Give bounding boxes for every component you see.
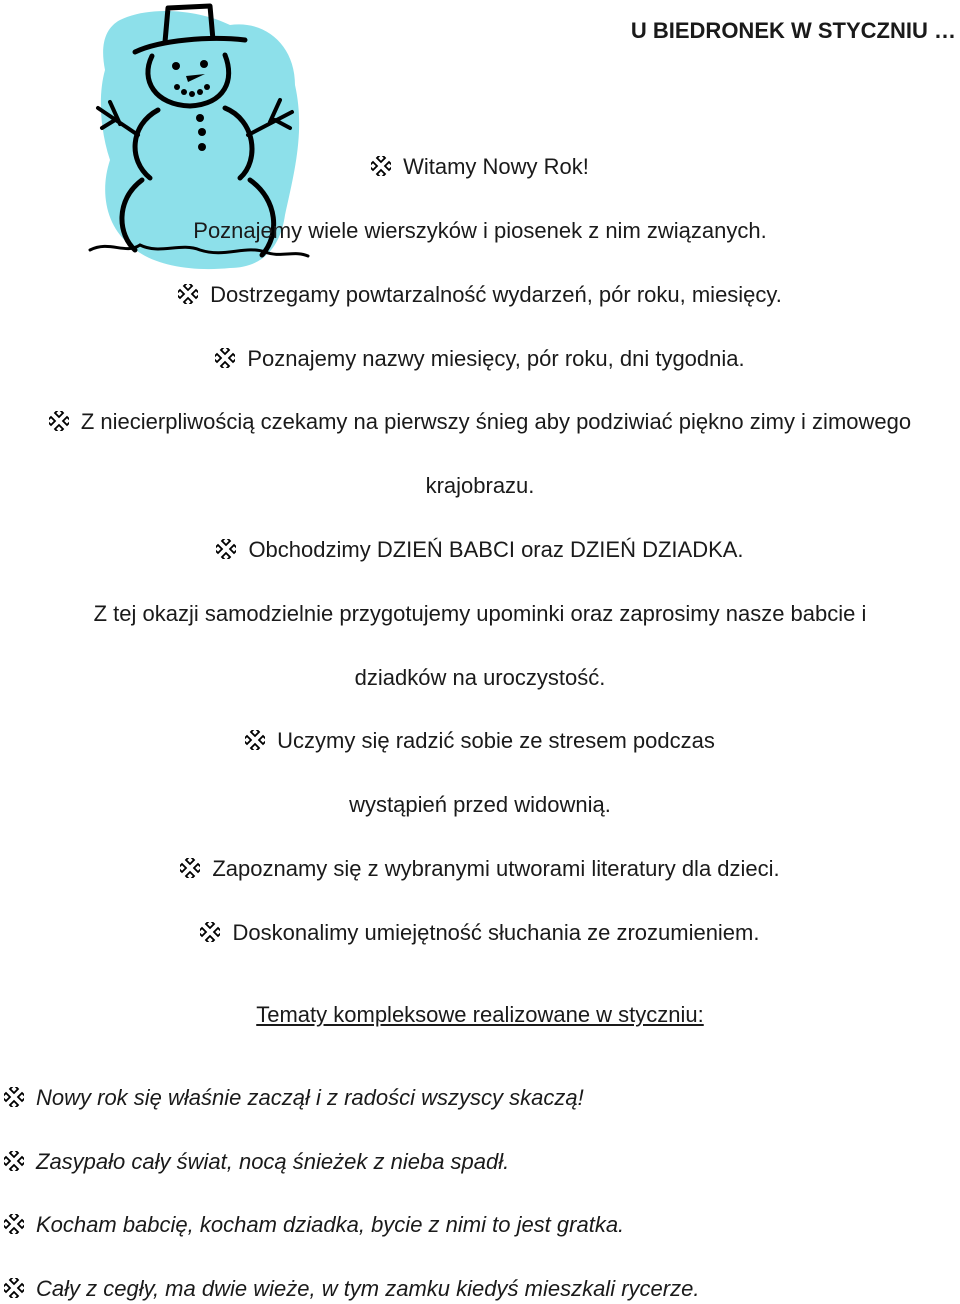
- goal-text: Obchodzimy DZIEŃ BABCI oraz DZIEŃ DZIADKA.: [248, 537, 744, 562]
- four-diamond-bullet-icon: [371, 156, 391, 176]
- topic-text: Kocham babcię, kocham dziadka, bycie z nimi to jest gratka.: [36, 1212, 625, 1237]
- topics-heading: Tematy kompleksowe realizowane w styczniu:: [256, 1002, 704, 1027]
- topic-item: [4, 1084, 584, 1112]
- goal-line: [0, 791, 960, 819]
- goal-line: [0, 664, 960, 692]
- goal-line: [0, 153, 960, 181]
- four-diamond-bullet-icon: [216, 539, 236, 559]
- topic-item: [4, 1275, 699, 1303]
- goal-text: Poznajemy nazwy miesięcy, pór roku, dni tygodnia.: [247, 346, 745, 371]
- four-diamond-bullet-icon: [178, 284, 198, 304]
- four-diamond-bullet-icon: [4, 1278, 24, 1298]
- goal-text: wystąpień przed widownią.: [349, 792, 611, 817]
- page-title: U BIEDRONEK W STYCZNIU …: [630, 18, 956, 43]
- goal-line: [0, 345, 960, 373]
- four-diamond-bullet-icon: [4, 1087, 24, 1107]
- goal-line: [0, 536, 960, 564]
- four-diamond-bullet-icon: [4, 1214, 24, 1234]
- goal-line: [0, 919, 960, 947]
- goal-text: Z niecierpliwością czekamy na pierwszy śnieg aby podziwiać piękno zimy i zimowego: [80, 409, 912, 434]
- four-diamond-bullet-icon: [180, 858, 200, 878]
- goal-text: krajobrazu.: [425, 473, 535, 498]
- goal-text: Zapoznamy się z wybranymi utworami literatury dla dzieci.: [212, 856, 780, 881]
- goal-line: [0, 472, 960, 500]
- four-diamond-bullet-icon: [49, 411, 69, 431]
- goal-line: [0, 281, 960, 309]
- goal-line: [0, 600, 960, 628]
- goal-line: [0, 855, 960, 883]
- goal-text: Poznajemy wiele wierszyków i piosenek z nim związanych.: [193, 218, 767, 243]
- goal-line: [0, 727, 960, 755]
- four-diamond-bullet-icon: [215, 348, 235, 368]
- goal-text: Z tej okazji samodzielnie przygotujemy upominki oraz zaprosimy nasze babcie i: [93, 601, 867, 626]
- topic-item: [4, 1211, 624, 1239]
- goal-text: Uczymy się radzić sobie ze stresem podczas: [277, 728, 715, 753]
- four-diamond-bullet-icon: [200, 922, 220, 942]
- four-diamond-bullet-icon: [245, 730, 265, 750]
- topic-text: Cały z cegły, ma dwie wieże, w tym zamku kiedyś mieszkali rycerze.: [36, 1276, 700, 1301]
- four-diamond-bullet-icon: [4, 1151, 24, 1171]
- topic-item: [4, 1148, 509, 1176]
- goal-text: Dostrzegamy powtarzalność wydarzeń, pór roku, miesięcy.: [210, 282, 782, 307]
- goal-text: Doskonalimy umiejętność słuchania ze zrozumieniem.: [232, 920, 760, 945]
- goal-line: [0, 408, 960, 436]
- goal-text: Witamy Nowy Rok!: [403, 154, 589, 179]
- goal-line: [0, 217, 960, 245]
- goal-text: dziadków na uroczystość.: [354, 665, 606, 690]
- topic-text: Nowy rok się właśnie zaczął i z radości wszyscy skaczą!: [36, 1085, 584, 1110]
- topic-text: Zasypało cały świat, nocą śnieżek z nieba spadł.: [36, 1149, 510, 1174]
